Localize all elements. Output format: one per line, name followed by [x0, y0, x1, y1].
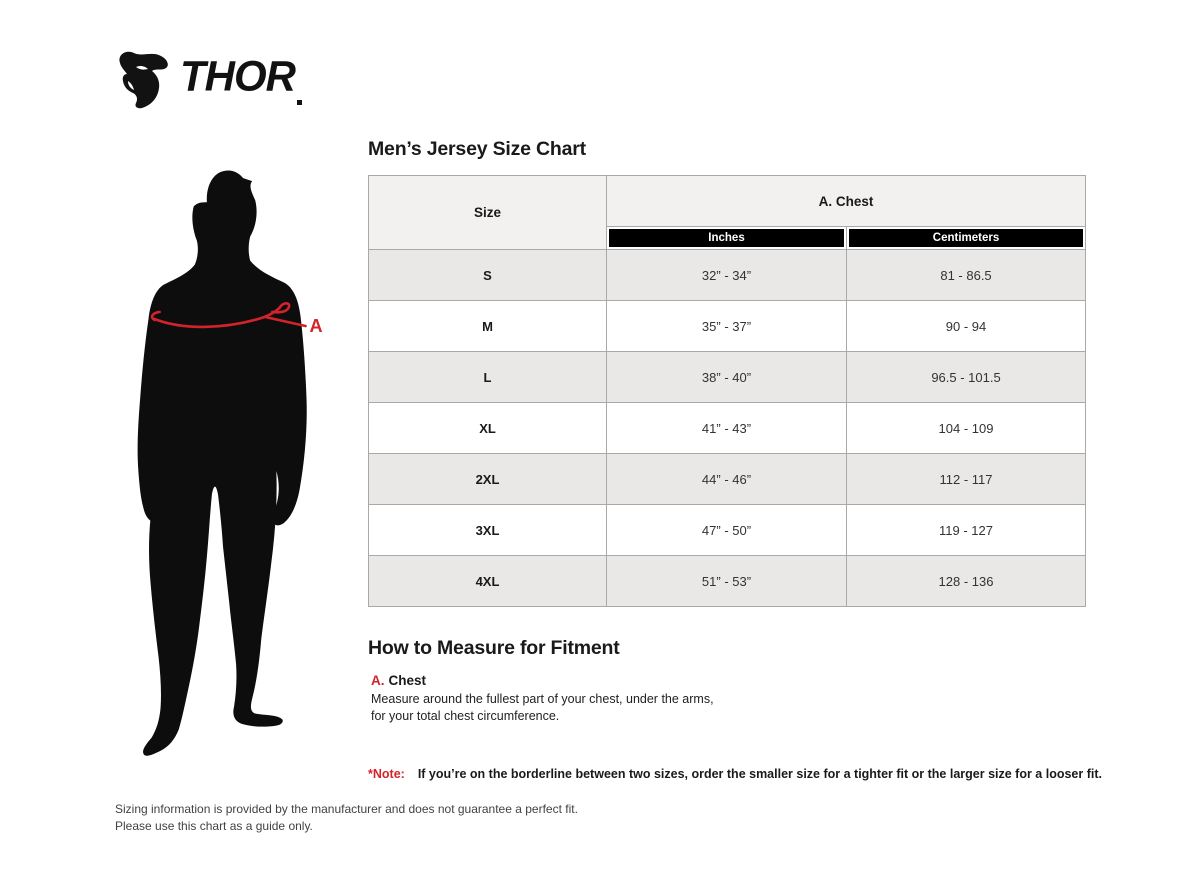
measure-item-chest	[371, 673, 426, 688]
measure-description: Measure around the fullest part of your chest, under the arms, for your total chest circumference.	[371, 692, 714, 723]
inches-value: 47” - 50”	[607, 505, 847, 556]
note-prefix: *Note:	[368, 767, 405, 781]
brand-name: THOR	[180, 51, 295, 100]
centimeters-value: 90 - 94	[847, 301, 1086, 352]
column-header-size: Size	[369, 176, 607, 250]
size-value: XL	[369, 403, 607, 454]
centimeters-value: 96.5 - 101.5	[847, 352, 1086, 403]
size-chart-title: Men’s Jersey Size Chart	[368, 138, 586, 160]
size-value: S	[369, 250, 607, 301]
inches-value: 35” - 37”	[607, 301, 847, 352]
size-value: L	[369, 352, 607, 403]
column-header-chest: A. Chest	[607, 176, 1086, 227]
table-row-xl	[369, 403, 1086, 454]
table-row-s	[369, 250, 1086, 301]
measure-label: Chest	[388, 673, 427, 688]
size-value: 3XL	[369, 505, 607, 556]
measure-key: A.	[371, 673, 385, 688]
centimeters-value: 128 - 136	[847, 556, 1086, 607]
subheader-centimeters-cell	[847, 227, 1086, 250]
brand-trademark-dot	[297, 100, 302, 105]
table-row-m	[369, 301, 1086, 352]
measure-heading: How to Measure for Fitment	[368, 637, 620, 659]
centimeters-value: 104 - 109	[847, 403, 1086, 454]
centimeters-value: 81 - 86.5	[847, 250, 1086, 301]
size-value: 4XL	[369, 556, 607, 607]
table-row-2xl	[369, 454, 1086, 505]
inches-value: 38” - 40”	[607, 352, 847, 403]
size-table	[368, 175, 1086, 607]
inches-value: 51” - 53”	[607, 556, 847, 607]
table-row-4xl	[369, 556, 1086, 607]
inches-value: 41” - 43”	[607, 403, 847, 454]
inches-value: 32” - 34”	[607, 250, 847, 301]
size-value: 2XL	[369, 454, 607, 505]
column-subheader-centimeters: Centimeters	[849, 229, 1083, 247]
size-value: M	[369, 301, 607, 352]
centimeters-value: 119 - 127	[847, 505, 1086, 556]
disclaimer-line-2: Please use this chart as a guide only.	[115, 818, 313, 833]
disclaimer	[115, 801, 578, 834]
column-subheader-inches: Inches	[609, 229, 844, 247]
inches-value: 44” - 46”	[607, 454, 847, 505]
sizing-note	[368, 767, 1102, 781]
measurement-figure	[112, 168, 334, 782]
table-row-l	[369, 352, 1086, 403]
subheader-inches-cell	[607, 227, 847, 250]
chest-label-a: A	[309, 316, 323, 337]
disclaimer-line-1: Sizing information is provided by the manufacturer and does not guarantee a perfect fit.	[115, 802, 578, 816]
note-text: If you’re on the borderline between two sizes, order the smaller size for a tighter fit or the larger size for a looser fit.	[417, 767, 1102, 781]
brand-logo	[114, 47, 302, 109]
thor-ram-head-icon	[114, 47, 174, 109]
male-silhouette-graphic	[112, 168, 334, 782]
centimeters-value: 112 - 117	[847, 454, 1086, 505]
table-row-3xl	[369, 505, 1086, 556]
